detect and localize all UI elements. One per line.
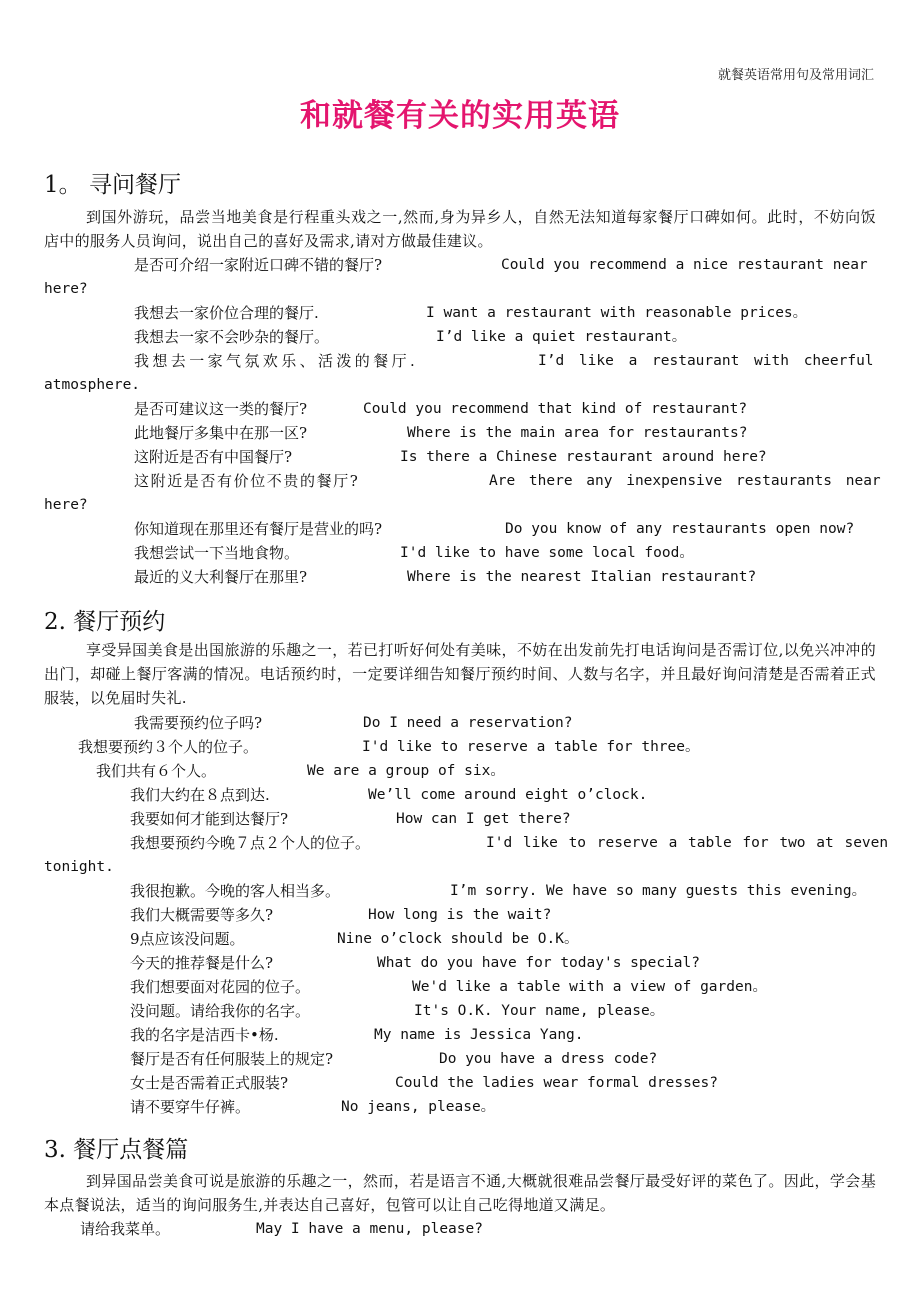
phrase-en: We’ll come around eight o’clock.	[368, 787, 648, 803]
phrase-zh: 你知道现在那里还有餐厅是营业的吗?	[134, 520, 383, 538]
phrase-zh: 今天的推荐餐是什么?	[130, 954, 274, 972]
phrase-en: Do I need a reservation?	[363, 715, 573, 731]
phrase-zh: 我很抱歉。今晚的客人相当多。	[130, 882, 341, 900]
phrase-zh: 我想去一家气氛欢乐、活泼的餐厅.	[134, 352, 419, 370]
phrase-en: How long is the wait?	[368, 907, 552, 923]
phrase-zh: 女士是否需着正式服装?	[130, 1074, 289, 1092]
phrase-row	[130, 1047, 876, 1071]
phrase-en-continued: atmosphere.	[44, 377, 141, 393]
phrase-zh: 9点应该没问题。	[130, 930, 245, 948]
phrase-en: Where is the main area for restaurants?	[407, 425, 748, 441]
phrase-row	[130, 879, 876, 903]
phrase-row	[130, 903, 876, 927]
phrase-row	[78, 735, 876, 759]
phrase-zh: 是否可介绍一家附近口碑不错的餐厅?	[134, 256, 383, 274]
header-note: 就餐英语常用句及常用词汇	[717, 68, 874, 83]
phrase-row	[130, 999, 876, 1023]
phrase-en: My name is Jessica Yang.	[374, 1027, 584, 1043]
section-intro-1: 到国外游玩，品尝当地美食是行程重头戏之一,然而,身为异乡人，自然无法知道每家餐厅口碑如何。此时，不妨向饭店中的服务人员询问，说出自己的喜好及需求,请对方做最佳建议。	[44, 208, 876, 250]
phrase-row	[134, 349, 876, 373]
phrase-row	[130, 1023, 876, 1047]
phrase-zh: 我需要预约位子吗?	[134, 714, 263, 732]
phrase-en: Do you know of any restaurants open now?	[505, 521, 855, 537]
phrase-row	[96, 759, 876, 783]
phrase-zh: 此地餐厅多集中在那一区?	[134, 424, 308, 442]
phrase-row	[130, 783, 876, 807]
page-title: 和就餐有关的实用英语	[300, 98, 620, 134]
phrase-zh: 我想去一家价位合理的餐厅.	[134, 304, 319, 322]
phrase-zh: 这附近是否有价位不贵的餐厅?	[134, 472, 360, 490]
phrase-row	[130, 927, 876, 951]
phrase-en: How can I get there?	[396, 811, 571, 827]
phrase-zh: 这附近是否有中国餐厅?	[134, 448, 293, 466]
phrase-en: We are a group of six。	[307, 763, 505, 779]
phrase-zh: 我要如何才能到达餐厅?	[130, 810, 289, 828]
phrase-row	[134, 541, 876, 565]
phrase-en: Could the ladies wear formal dresses?	[395, 1075, 719, 1091]
section-intro-3: 到异国品尝美食可说是旅游的乐趣之一，然而，若是语言不通,大概就很难品尝餐厅最受好评的菜色了。因此，学会基本点餐说法，适当的询问服务生,并表达自己喜好，包管可以让自己吃得地道又满足。	[44, 1172, 876, 1214]
phrase-en: I’d like a restaurant with cheerful	[538, 353, 874, 369]
phrase-en: Do you have a dress code?	[439, 1051, 658, 1067]
phrase-en-continued: here?	[44, 281, 88, 297]
phrase-zh: 我们共有６个人。	[96, 762, 217, 780]
phrase-row	[134, 517, 876, 541]
section-intro-2: 享受异国美食是出国旅游的乐趣之一，若已打听好何处有美味，不妨在出发前先打电话询问是否需订位,以免兴冲冲的出门，却碰上餐厅客满的情况。电话预约时，一定要详细告知餐厅预约时间、人数与名字，并且最好询问清楚是否需着正式服装，以免届时失礼.	[44, 641, 876, 707]
phrase-en: I’m sorry. We have so many guests this evening。	[450, 883, 867, 899]
phrase-en: I’d like a quiet restaurant。	[436, 329, 687, 345]
phrase-zh: 我的名字是洁西卡•杨.	[130, 1026, 279, 1044]
phrase-en: I'd like to reserve a table for two at seven	[486, 835, 889, 851]
phrase-zh: 请给我菜单。	[80, 1220, 171, 1238]
phrase-en: I want a restaurant with reasonable prices。	[426, 305, 808, 321]
phrase-en: Could you recommend a nice restaurant near	[501, 257, 868, 273]
section-heading-3: 3. 餐厅点餐篇	[44, 1137, 189, 1163]
phrase-en: Are there any inexpensive restaurants near	[489, 473, 881, 489]
phrase-row	[130, 975, 876, 999]
phrase-zh: 我们大概需要等多久?	[130, 906, 274, 924]
phrase-zh: 我想要预约３个人的位子。	[78, 738, 259, 756]
phrase-en: Where is the nearest Italian restaurant?	[407, 569, 757, 585]
section-heading-2: 2. 餐厅预约	[44, 609, 166, 635]
phrase-row	[134, 325, 876, 349]
phrase-en-continued: tonight.	[44, 859, 114, 875]
phrase-en: It's O.K. Your name, please。	[414, 1003, 665, 1019]
phrase-zh: 我们想要面对花园的位子。	[130, 978, 311, 996]
phrase-row	[134, 469, 881, 493]
phrase-en: I'd like to have some local food。	[400, 545, 694, 561]
phrase-row	[134, 711, 876, 735]
phrase-zh: 我想去一家不会吵杂的餐厅。	[134, 328, 330, 346]
phrase-en: Is there a Chinese restaurant around here?	[400, 449, 767, 465]
phrase-en: Nine o’clock should be O.K。	[337, 931, 579, 947]
phrase-row	[134, 445, 876, 469]
phrase-row	[130, 1095, 876, 1119]
phrase-row	[130, 807, 876, 831]
phrase-zh: 餐厅是否有任何服装上的规定?	[130, 1050, 334, 1068]
section-heading-1: 1。 寻问餐厅	[44, 172, 181, 198]
phrase-zh: 请不要穿牛仔裤。	[130, 1098, 251, 1116]
phrase-en: No jeans, please。	[341, 1099, 496, 1115]
phrase-zh: 我们大约在８点到达.	[130, 786, 270, 804]
phrase-en: Could you recommend that kind of restaurant?	[363, 401, 748, 417]
phrase-zh: 最近的义大利餐厅在那里?	[134, 568, 308, 586]
phrase-row	[130, 1071, 876, 1095]
phrase-zh: 我想要预约今晚７点２个人的位子。	[130, 834, 371, 852]
phrase-zh: 没问题。请给我你的名字。	[130, 1002, 311, 1020]
phrase-en: I'd like to reserve a table for three。	[362, 739, 700, 755]
phrase-row	[80, 1217, 876, 1241]
phrase-row	[134, 565, 876, 589]
phrase-row	[130, 951, 876, 975]
phrase-en: May I have a menu, please?	[256, 1221, 483, 1237]
phrase-row	[134, 421, 876, 445]
phrase-row	[134, 301, 876, 325]
phrase-zh: 是否可建议这一类的餐厅?	[134, 400, 308, 418]
phrase-en: What do you have for today's special?	[377, 955, 701, 971]
phrase-row	[134, 253, 876, 277]
phrase-row	[130, 831, 889, 855]
phrase-en: We'd like a table with a view of garden。	[412, 979, 767, 995]
phrase-en-continued: here?	[44, 497, 88, 513]
phrase-zh: 我想尝试一下当地食物。	[134, 544, 300, 562]
phrase-row	[134, 397, 876, 421]
